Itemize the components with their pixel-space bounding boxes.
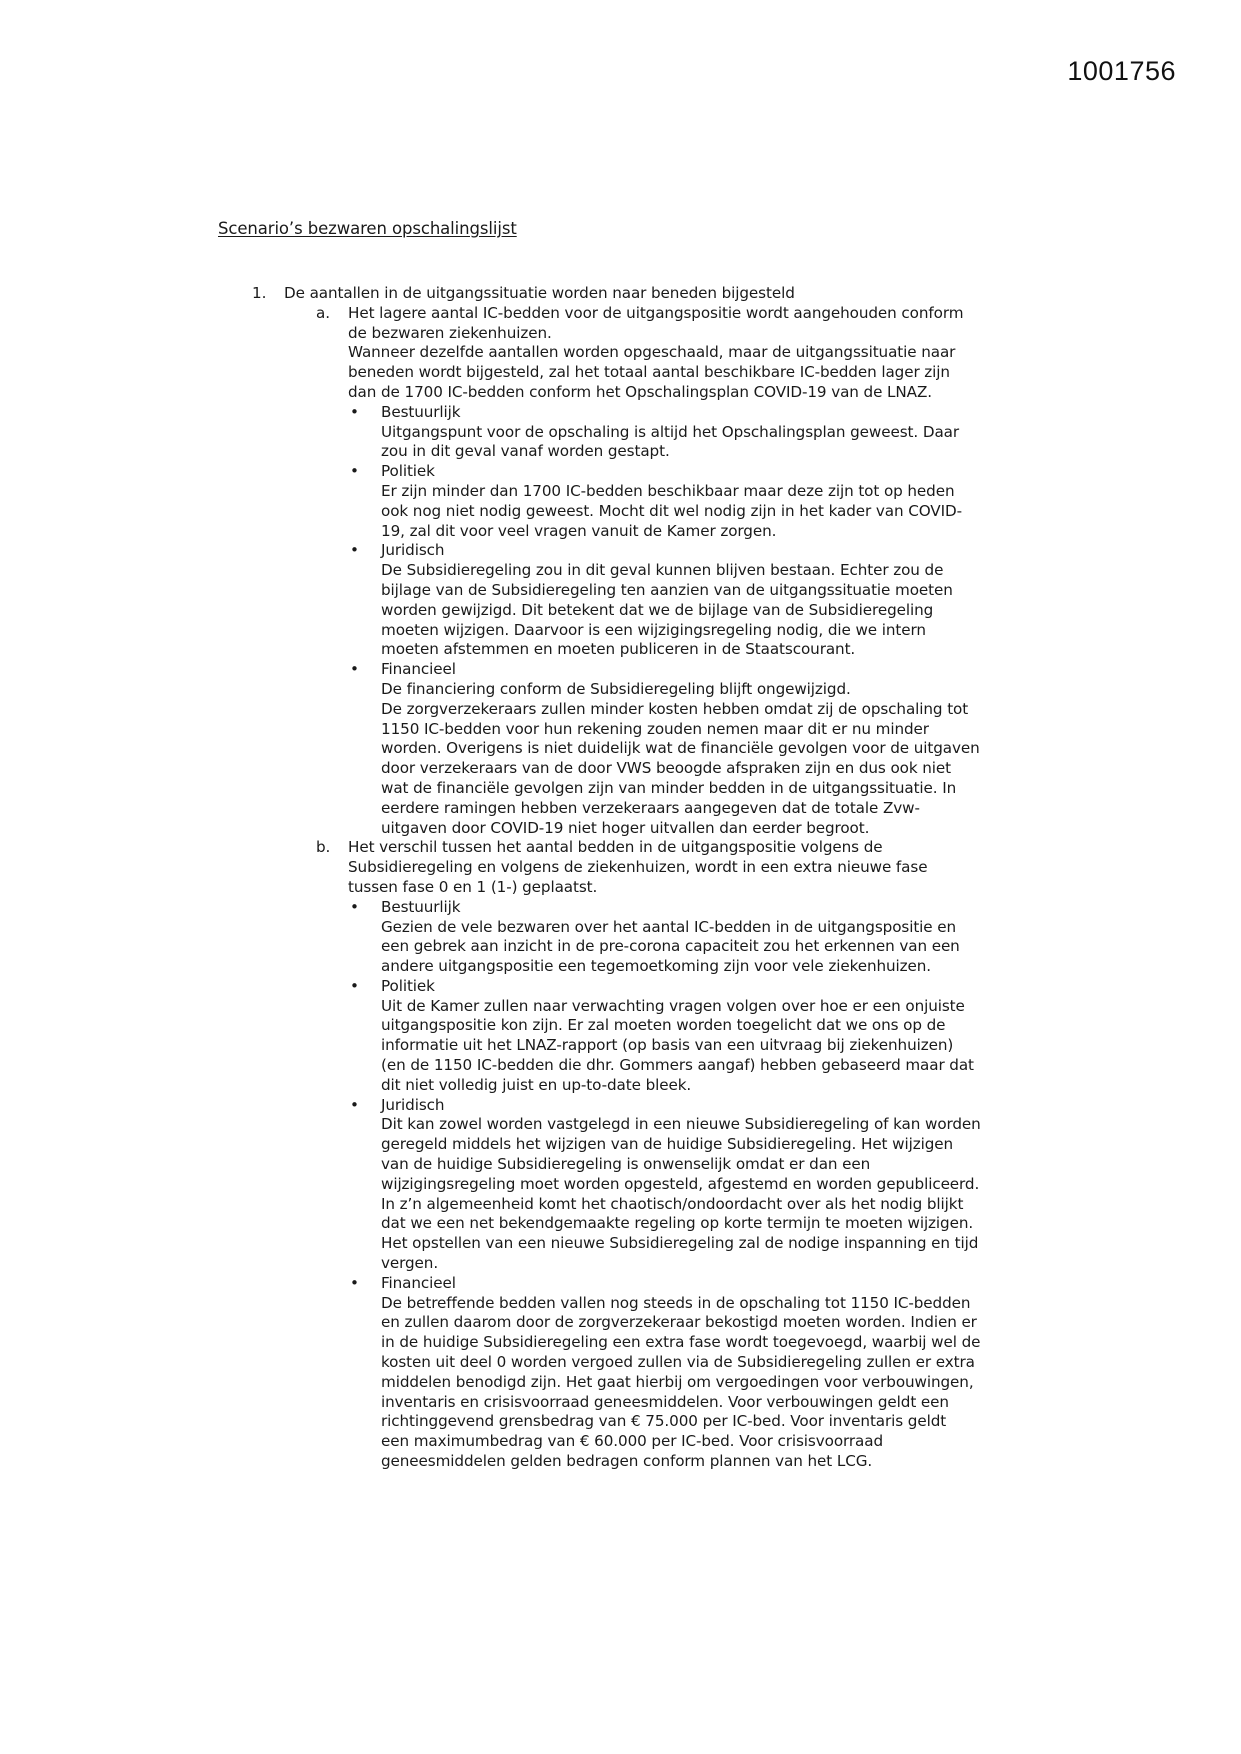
bullet-text-line: De financiering conform de Subsidieregeling blijft ongewijzigd.	[381, 679, 851, 698]
document-number: 1001756	[1067, 56, 1176, 86]
bullet-item	[0, 977, 1031, 1096]
subsection-letter: a.	[316, 303, 330, 322]
subsection-text-line: tussen fase 0 en 1 (1-) geplaatst.	[348, 877, 598, 896]
bullet-heading: Financieel	[381, 660, 456, 679]
bullet-text-line: Gezien de vele bezwaren over het aantal IC-bedden in de uitgangspositie en	[381, 917, 957, 936]
bullet-icon: •	[350, 976, 359, 995]
bullet-text-line: Uit de Kamer zullen naar verwachting vragen volgen over hoe er een onjuiste	[381, 996, 965, 1015]
subsection-text-line: beneden wordt bijgesteld, zal het totaal aantal beschikbare IC-bedden lager zijn	[348, 363, 950, 382]
bullet-item	[0, 1274, 1031, 1472]
subsection-text-line: de bezwaren ziekenhuizen.	[348, 323, 552, 342]
bullet-icon: •	[350, 897, 359, 916]
bullet-text-line: richtinggevend grensbedrag van € 75.000 per IC-bed. Voor inventaris geldt	[381, 1412, 947, 1431]
bullet-heading: Financieel	[381, 1273, 456, 1292]
bullet-text-line: Het opstellen van een nieuwe Subsidieregeling zal de nodige inspanning en tijd	[381, 1234, 979, 1253]
bullet-text-line: In z’n algemeenheid komt het chaotisch/ondoordacht over als het nodig blijkt	[381, 1194, 964, 1213]
bullet-text-line: ook nog niet nodig geweest. Mocht dit wel nodig zijn in het kader van COVID-	[381, 501, 962, 520]
bullet-text-line: dit niet volledig juist en up-to-date bleek.	[381, 1075, 692, 1094]
subsection	[0, 838, 1028, 897]
bullet-heading: Politiek	[381, 462, 435, 481]
bullet-text-line: van de huidige Subsidieregeling is onwenselijk omdat er dan een	[381, 1155, 871, 1174]
bullet-text-line: door verzekeraars van de door VWS beoogde afspraken zijn en dus ook niet	[381, 759, 952, 778]
bullet-icon: •	[350, 541, 359, 560]
bullet-text-line: vergen.	[381, 1254, 439, 1273]
bullet-heading: Bestuurlijk	[381, 897, 461, 916]
bullet-text-line: Er zijn minder dan 1700 IC-bedden beschikbaar maar deze zijn tot op heden	[381, 481, 955, 500]
bullet-text-line: worden gewijzigd. Dit betekent dat we de bijlage van de Subsidieregeling	[381, 600, 934, 619]
bullet-text-line: inventaris en crisisvoorraad geneesmiddelen. Voor verbouwingen geldt een	[381, 1392, 949, 1411]
bullet-text-line: andere uitgangspositie een tegemoetkoming zijn voor vele ziekenhuizen.	[381, 957, 932, 976]
subsection-text-line: Het verschil tussen het aantal bedden in de uitgangspositie volgens de	[348, 838, 883, 857]
bullet-text-line: uitgangspositie kon zijn. Er zal moeten worden toegelicht dat we ons op de	[381, 1016, 946, 1035]
bullet-item	[0, 462, 1031, 541]
section-number: 1.	[252, 284, 267, 302]
bullet-text-line: De Subsidieregeling zou in dit geval kunnen blijven bestaan. Echter zou de	[381, 561, 944, 580]
bullet-text-line: Dit kan zowel worden vastgelegd in een nieuwe Subsidieregeling of kan worden	[381, 1115, 981, 1134]
bullet-item	[0, 541, 1031, 660]
bullet-text-line: eerdere ramingen hebben verzekeraars aangegeven dat de totale Zvw-	[381, 798, 920, 817]
bullet-text-line: geneesmiddelen gelden bedragen conform plannen van het LCG.	[381, 1452, 873, 1471]
bullet-item	[0, 403, 1031, 462]
subsection-text-line: dan de 1700 IC-bedden conform het Opschalingsplan COVID-19 van de LNAZ.	[348, 382, 932, 401]
bullet-icon: •	[350, 462, 359, 481]
bullet-text-line: 19, zal dit voor veel vragen vanuit de Kamer zorgen.	[381, 521, 777, 540]
bullet-heading: Bestuurlijk	[381, 402, 461, 421]
document-body	[0, 284, 1241, 1472]
numbered-section	[0, 284, 1241, 304]
bullet-item	[0, 898, 1031, 977]
bullet-heading: Politiek	[381, 976, 435, 995]
bullet-text-line: De betreffende bedden vallen nog steeds in de opschaling tot 1150 IC-bedden	[381, 1293, 971, 1312]
subsection-text-line: Subsidieregeling en volgens de ziekenhuizen, wordt in een extra nieuwe fase	[348, 858, 928, 877]
bullet-text-line: in de huidige Subsidieregeling een extra fase wordt toegevoegd, waarbij wel de	[381, 1333, 981, 1352]
bullet-text-line: 1150 IC-bedden voor hun rekening zouden nemen maar dit er nu minder	[381, 719, 929, 738]
bullet-icon: •	[350, 660, 359, 679]
bullet-text-line: geregeld middels het wijzigen van de huidige Subsidieregeling. Het wijzigen	[381, 1135, 954, 1154]
subsection-text-line: Wanneer dezelfde aantallen worden opgeschaald, maar de uitgangssituatie naar	[348, 343, 956, 362]
bullet-text-line: informatie uit het LNAZ-rapport (op basis van een uitvraag bij ziekenhuizen)	[381, 1036, 954, 1055]
bullet-text-line: worden. Overigens is niet duidelijk wat de financiële gevolgen voor de uitgaven	[381, 739, 980, 758]
bullet-text-line: wijzigingsregeling moet worden opgesteld, afgestemd en worden gepubliceerd.	[381, 1174, 980, 1193]
bullet-item	[0, 660, 1031, 838]
subsection	[0, 304, 1028, 403]
bullet-text-line: en zullen daarom door de zorgverzekeraar bekostigd moeten worden. Indien er	[381, 1313, 977, 1332]
subsection-text-line: Het lagere aantal IC-bedden voor de uitgangspositie wordt aangehouden conform	[348, 303, 964, 322]
bullet-text-line: middelen benodigd zijn. Het gaat hierbij om vergoedingen voor verbouwingen,	[381, 1372, 974, 1391]
bullet-text-line: De zorgverzekeraars zullen minder kosten hebben omdat zij de opschaling tot	[381, 699, 969, 718]
bullet-heading: Juridisch	[381, 1095, 445, 1114]
bullet-text-line: dat we een net bekendgemaakte regeling op korte termijn te moeten wijzigen.	[381, 1214, 974, 1233]
bullet-text-line: een maximumbedrag van € 60.000 per IC-bed. Voor crisisvoorraad	[381, 1432, 883, 1451]
bullet-text-line: een gebrek aan inzicht in de pre-corona capaciteit zou het erkennen van een	[381, 937, 960, 956]
bullet-icon: •	[350, 1095, 359, 1114]
document-title: Scenario’s bezwaren opschalingslijst	[218, 219, 517, 238]
bullet-item	[0, 1096, 1031, 1274]
bullet-heading: Juridisch	[381, 541, 445, 560]
bullet-text-line: zou in dit geval vanaf worden gestapt.	[381, 442, 670, 461]
bullet-text-line: kosten uit deel 0 worden vergoed zullen via de Subsidieregeling zullen er extra	[381, 1353, 975, 1372]
bullet-text-line: moeten afstemmen en moeten publiceren in de Staatscourant.	[381, 640, 856, 659]
section-heading: De aantallen in de uitgangssituatie worden naar beneden bijgesteld	[284, 284, 795, 302]
bullet-icon: •	[350, 1273, 359, 1292]
bullet-text-line: wat de financiële gevolgen zijn van minder bedden in de uitgangssituatie. In	[381, 778, 957, 797]
bullet-text-line: Uitgangspunt voor de opschaling is altijd het Opschalingsplan geweest. Daar	[381, 422, 960, 441]
bullet-text-line: moeten wijzigen. Daarvoor is een wijzigingsregeling nodig, die we intern	[381, 620, 926, 639]
bullet-icon: •	[350, 402, 359, 421]
bullet-text-line: uitgaven door COVID-19 niet hoger uitvallen dan eerder begroot.	[381, 818, 870, 837]
bullet-text-line: bijlage van de Subsidieregeling ten aanzien van de uitgangssituatie moeten	[381, 580, 953, 599]
subsection-letter: b.	[316, 838, 331, 857]
bullet-text-line: (en de 1150 IC-bedden die dhr. Gommers aangaf) hebben gebaseerd maar dat	[381, 1056, 974, 1075]
